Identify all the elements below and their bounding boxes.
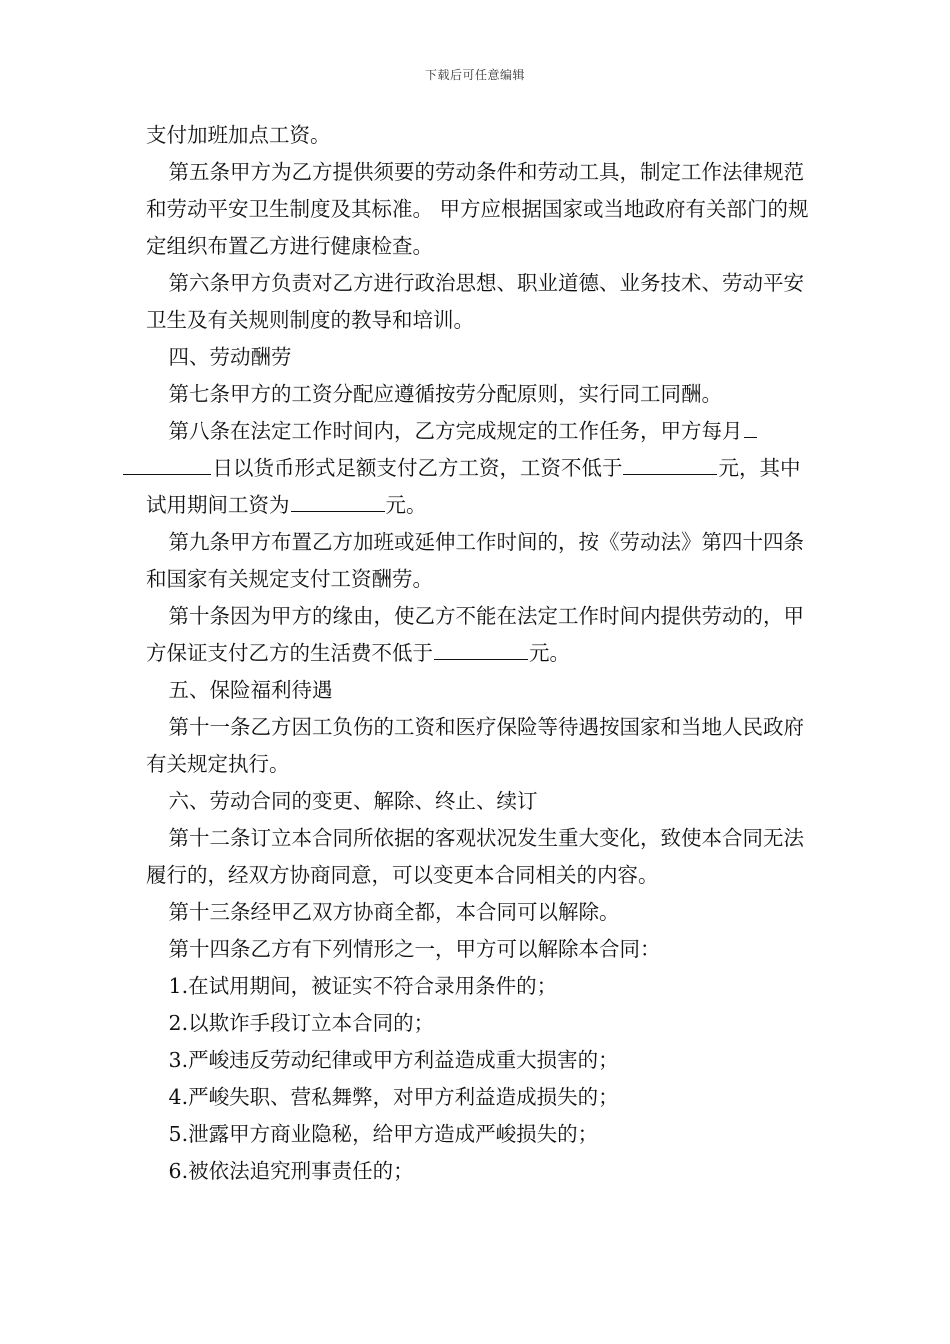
list-item: 5.泄露甲方商业隐秘，给甲方造成严峻损失的； [168,1122,599,1146]
list-item: 3.严峻违反劳动纪律或甲方利益造成重大损害的； [168,1048,619,1072]
list-item: 6.被依法追究刑事责任的； [168,1159,414,1183]
article-8 [146,413,816,524]
page-header: 下载后可任意编辑 [424,68,525,82]
blank-line [744,413,757,438]
article-5: 第五条甲方为乙方提供须要的劳动条件和劳动工具，制定工作法律规范和劳动平安卫生制度及其标准。 甲方应根据国家或当地政府有关部门的规定组织布置乙方进行健康检查。 [146,160,809,258]
article-10-text-1: 第十条因为甲方的缘由，使乙方不能在法定工作时间内提供劳动的，甲方保证支付乙方的生活费不低于 [146,604,805,665]
article-12: 第十二条订立本合同所依据的客观状况发生重大变化，致使本合同无法履行的，经双方协商同意，可以变更本合同相关的内容。 [146,826,805,887]
blank-line [623,450,717,475]
list-item: 1.在试用期间，被证实不符合录用条件的； [168,974,558,998]
blank-line [434,635,528,660]
section-heading-4: 四、劳动酬劳 [168,345,292,369]
section-heading-5: 五、保险福利待遇 [168,678,333,702]
article-8-text-4: 元。 [385,493,427,517]
article-8-text-2: 日以货币形式足额支付乙方工资，工资不低于 [212,456,623,480]
article-14: 第十四条乙方有下列情形之一，甲方可以解除本合同： [168,937,661,961]
article-8-text-1: 第八条在法定工作时间内，乙方完成规定的工作任务，甲方每月 [168,419,743,443]
document-body [146,117,816,1190]
article-13: 第十三条经甲乙双方协商全都，本合同可以解除。 [168,900,620,924]
article-11: 第十一条乙方因工负伤的工资和医疗保险等待遇按国家和当地人民政府有关规定执行。 [146,715,805,776]
article-6: 第六条甲方负责对乙方进行政治思想、职业道德、业务技术、劳动平安卫生及有关规则制度的教导和培训。 [146,271,805,332]
list-item: 2.以欺诈手段订立本合同的； [168,1011,435,1035]
article-9: 第九条甲方布置乙方加班或延伸工作时间的，按《劳动法》第四十四条和国家有关规定支付工资酬劳。 [146,530,805,591]
paragraph: 支付加班加点工资。 [146,123,331,147]
section-heading-6: 六、劳动合同的变更、解除、终止、续订 [168,789,538,813]
blank-line [291,487,385,512]
article-10 [146,598,816,672]
article-10-text-2: 元。 [529,641,570,665]
article-8-text-3: 元，其中试用期间工资为 [146,456,801,517]
list-item: 4.严峻失职、营私舞弊，对甲方利益造成损失的； [168,1085,619,1109]
blank-line [123,450,211,475]
article-7: 第七条甲方的工资分配应遵循按劳分配原则，实行同工同酬。 [168,382,723,406]
